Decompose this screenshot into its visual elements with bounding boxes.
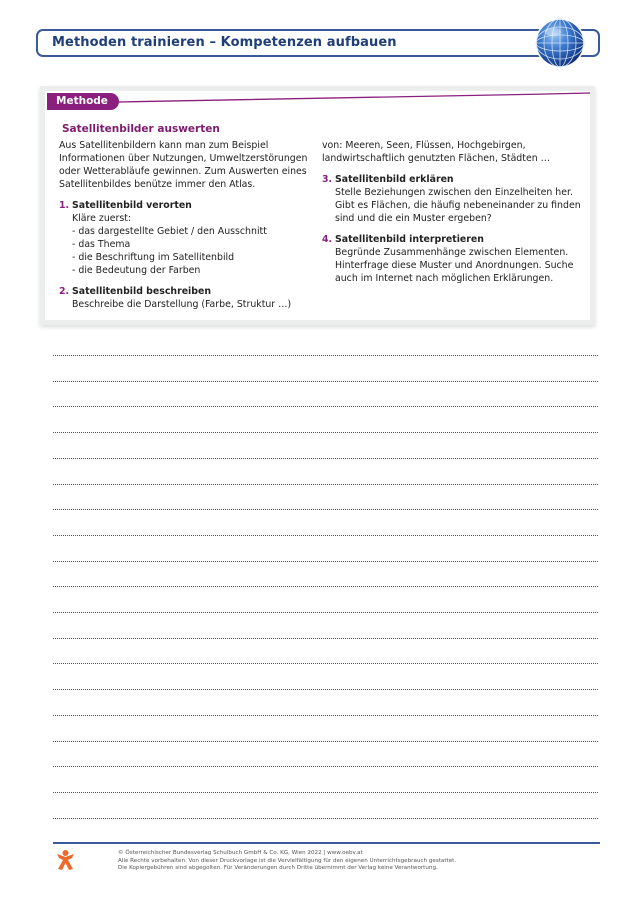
- step-4: 4. Satellitenbild interpretieren Begründe Zusammenhänge zwischen Elementen. Hinterfrage diese Muster und Anordnungen. Suche auch im Internet nach möglichen Erklärungen.: [322, 233, 587, 285]
- method-heading: Satellitenbilder auswerten: [62, 123, 220, 135]
- writing-line[interactable]: [53, 586, 598, 587]
- writing-line[interactable]: [53, 766, 598, 767]
- writing-line[interactable]: [53, 561, 598, 562]
- writing-line[interactable]: [53, 792, 598, 793]
- step-2: 2. Satellitenbild beschreiben Beschreibe die Darstellung (Farbe, Struktur …): [59, 285, 329, 311]
- writing-line[interactable]: [53, 818, 598, 819]
- step-title: Satellitenbild verorten: [72, 200, 192, 211]
- method-left-column: [59, 139, 329, 311]
- step-1: 1. Satellitenbild verorten Kläre zuerst: - das dargestellte Gebiet / den Ausschnitt - das Thema - die Beschriftung im Satellitenbild - die Bedeutung der Farben: [59, 199, 329, 277]
- step-title: Satellitenbild beschreiben: [72, 286, 212, 297]
- footer-divider: [53, 842, 600, 844]
- intro-text: Aus Satellitenbildern kann man zum Beispiel Informationen über Nutzungen, Umweltzerstörungen oder Wetterabläufe gewinnen. Zum Auswerten eines Satellitenbildes benütze immer den Atlas.: [59, 140, 308, 190]
- writing-line[interactable]: [53, 458, 598, 459]
- writing-line[interactable]: [53, 612, 598, 613]
- writing-line[interactable]: [53, 535, 598, 536]
- step-number: 4.: [322, 234, 333, 245]
- header-bar: [36, 29, 600, 57]
- step-number: 3.: [322, 174, 333, 185]
- writing-line[interactable]: [53, 689, 598, 690]
- page-title: Methoden trainieren – Kompetenzen aufbauen: [52, 35, 397, 50]
- method-right-column: [322, 139, 587, 285]
- writing-line[interactable]: [53, 638, 598, 639]
- footer-legal: © Österreichischer Bundesverlag Schulbuch GmbH & Co. KG, Wien 2022 | www.oebv.at Alle Rechte vorbehalten. Von dieser Druckvorlage ist die Vervielfältigung für den eigenen Unterrichtsgebrauch gestattet. Die Kopiergebühren sind abgegolten. Für Veränderungen durch Dritte übernimmt der Verlag keine Verantwortung.: [118, 850, 457, 872]
- writing-line[interactable]: [53, 381, 598, 382]
- method-divider: [117, 91, 590, 111]
- writing-line[interactable]: [53, 509, 598, 510]
- step-number: 2.: [59, 286, 70, 297]
- writing-line[interactable]: [53, 715, 598, 716]
- step-title: Satellitenbild erklären: [335, 174, 454, 185]
- continuation-text: von: Meeren, Seen, Flüssen, Hochgebirgen, landwirtschaftlich genutzten Flächen, Städten …: [322, 140, 551, 164]
- publisher-logo-icon: [53, 849, 78, 874]
- writing-line[interactable]: [53, 741, 598, 742]
- step-title: Satellitenbild interpretieren: [335, 234, 484, 245]
- method-box: [45, 91, 590, 320]
- writing-line[interactable]: [53, 432, 598, 433]
- step-3: 3. Satellitenbild erklären Stelle Beziehungen zwischen den Einzelheiten her. Gibt es Flächen, die häufig nebeneinander zu finden sind und die ein Muster ergeben?: [322, 173, 587, 225]
- writing-line[interactable]: [53, 663, 598, 664]
- writing-line[interactable]: [53, 484, 598, 485]
- step-number: 1.: [59, 200, 70, 211]
- globe-icon: [534, 17, 586, 69]
- writing-line[interactable]: [53, 355, 598, 356]
- writing-line[interactable]: [53, 406, 598, 407]
- method-tab: Methode: [47, 93, 119, 110]
